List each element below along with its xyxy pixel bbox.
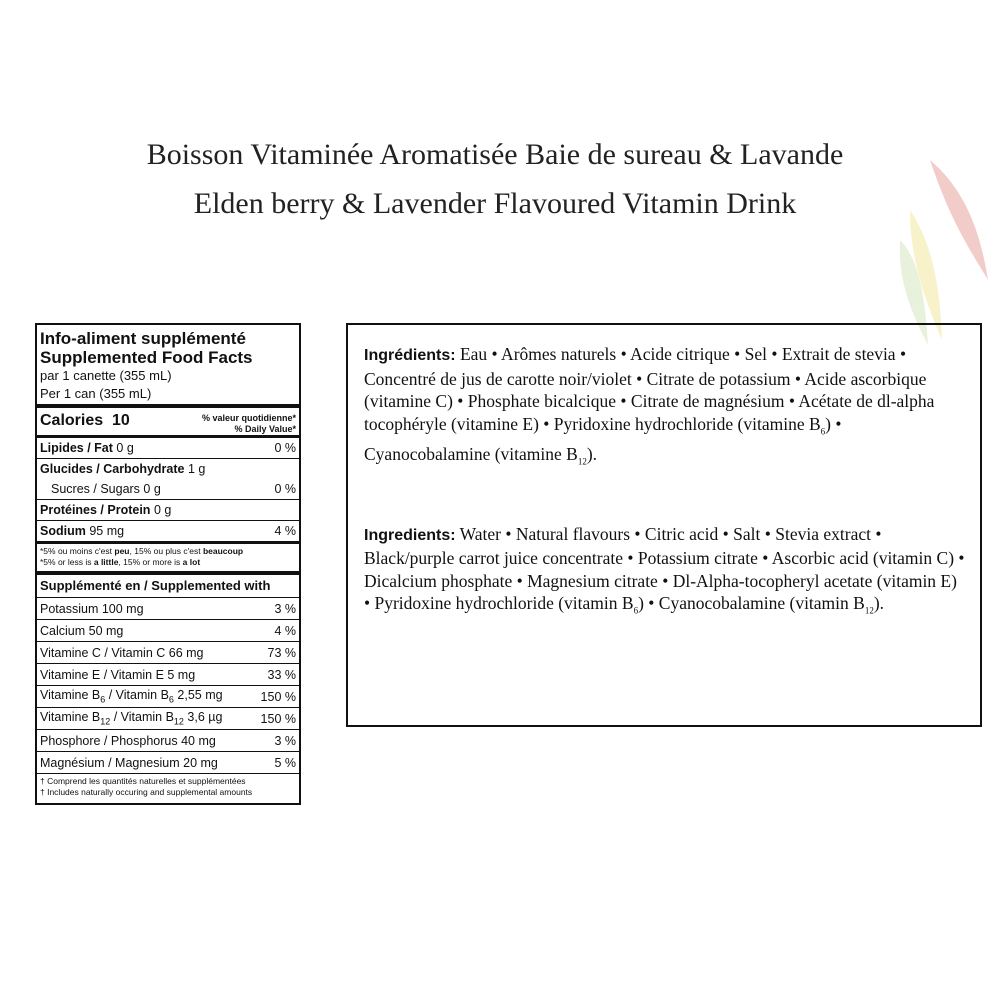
supplement-row-vitamin-b12: Vitamine $B_{12}$ / Vitamin $B_{12}$ 3,6 µg 150 % <box>37 707 299 729</box>
supplement-row-potassium: Potassium 100 mg 3 % <box>37 597 299 619</box>
supplement-row-phosphorus: Phosphore / Phosphorus 40 mg 3 % <box>37 729 299 751</box>
decorative-leaf-graphic <box>870 150 990 350</box>
nutrition-heading-en: Supplemented Food Facts <box>40 348 253 367</box>
nutrient-row-protein: Protéines / Protein 0 g <box>37 500 299 521</box>
daily-value-header-fr: % valeur quotidienne* <box>201 413 296 423</box>
supplemented-heading: Supplémenté en / Supplemented with <box>40 578 271 593</box>
title-french: Boisson Vitaminée Aromatisée Baie de sureau & Lavande <box>146 138 844 171</box>
serving-size-fr: par 1 canette (355 mL) <box>40 368 172 383</box>
ingredients-en: Ingredients: Water • Natural flavours • Citric acid • Salt • Stevia extract • Black/purple carrot juice concentrate • Potassium citrate • Ascorbic acid (vitamin C) • Dicalcium phosphate • Magnesium citrate • Dl-Alpha-tocopheryl acetate (vitamin E) • Pyridoxine hydrochloride (vitamin $B_6$) • Cyanocobalamine (vitamin $B_{12}$). <box>364 523 965 616</box>
supplement-row-vitamin-b6: Vitamine $B_6$ / Vitamin $B_6$ 2,55 mg 150 % <box>37 685 299 707</box>
nutrition-facts-panel <box>35 323 301 805</box>
ingredients-en-label: Ingredients: <box>364 526 456 544</box>
nutrient-row-sodium: Sodium 95 mg 4 % <box>40 524 296 538</box>
title-english: Elden berry & Lavender Flavoured Vitamin Drink <box>193 187 797 220</box>
footnote-supplemented-fr: † Comprend les quantités naturelles et supplémentées <box>40 776 246 786</box>
calories-label: Calories <box>40 412 104 429</box>
daily-value-header-en: % Daily Value* <box>234 424 296 434</box>
calories-value: 10 <box>112 412 130 429</box>
ingredients-fr-label: Ingrédients: <box>364 347 456 364</box>
footnote-supplemented <box>37 773 299 798</box>
nutrient-row-fat: Lipides / Fat 0 g 0 % <box>37 438 299 459</box>
ingredients-box <box>346 323 982 727</box>
footnote-dv-en: *5% or less is a little, 15% or more is a lot <box>40 557 201 567</box>
footnote-supplemented-en: † Includes naturally occuring and supplemental amounts <box>40 787 253 797</box>
supplement-row-vitamin-c: Vitamine C / Vitamin C 66 mg 73 % <box>37 641 299 663</box>
supplement-row-calcium: Calcium 50 mg 4 % <box>37 619 299 641</box>
supplement-row-vitamin-e: Vitamine E / Vitamin E 5 mg 33 % <box>37 663 299 685</box>
calories-row <box>40 408 296 435</box>
nutrition-heading-fr: Info-aliment supplémenté <box>40 329 246 348</box>
supplement-row-magnesium: Magnésium / Magnesium 20 mg 5 % <box>37 751 299 773</box>
serving-size-en: Per 1 can (355 mL) <box>40 386 152 401</box>
ingredients-fr: Ingrédients: Eau • Arômes naturels • Acide citrique • Sel • Extrait de stevia • Concentré de jus de carotte noir/violet • Citrate de potassium • Acide ascorbique (vitamine C) • Phosphate bicalcique • Citrate de magnésium • Acétate de dl-alpha tocophéryle (vitamine E) • Pyridoxine hydrochloride (vitamine $B_6$) • Cyanocobalamine (vitamine $B_{12}$). <box>364 344 935 466</box>
nutrient-row-sugars: Sucres / Sugars 0 g 0 % <box>37 479 299 500</box>
nutrient-row-carbohydrate: Glucides / Carbohydrate 1 g <box>40 462 206 476</box>
footnote-dv-fr: *5% ou moins c'est peu, 15% ou plus c'est beaucoup <box>40 546 244 556</box>
